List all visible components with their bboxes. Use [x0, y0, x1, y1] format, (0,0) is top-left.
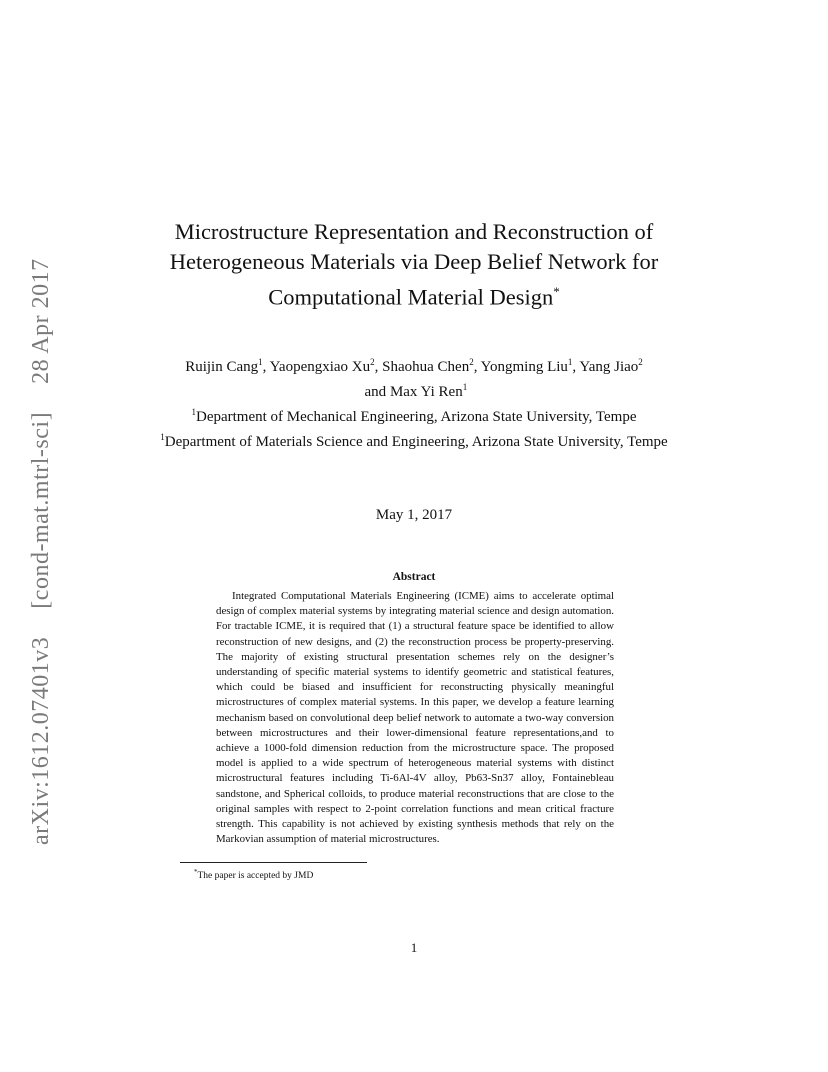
author-affiliation-mark: 1 — [567, 357, 573, 367]
arxiv-date: 28 Apr 2017 — [28, 258, 54, 384]
title-footnote-marker: * — [553, 284, 560, 299]
paper-title — [160, 217, 668, 313]
arxiv-identifier: arXiv:1612.07401v3 — [28, 636, 54, 845]
affiliation-mark: 1 — [160, 431, 165, 442]
footnote — [194, 866, 313, 883]
affiliation — [160, 428, 668, 453]
abstract-heading: Abstract — [392, 571, 436, 583]
author-affiliation-mark: 2 — [469, 357, 474, 367]
affiliation-mark: 1 — [191, 407, 196, 417]
author-separator: , — [374, 359, 383, 375]
author-name: Yongming Liu — [480, 359, 568, 375]
author-name: Yaopengxiao Xu — [269, 359, 371, 375]
affiliation-text: Department of Materials Science and Engineering, Arizona State University, Tempe — [164, 433, 668, 450]
author-name: Shaohua Chen — [382, 359, 470, 375]
author-name: Ruijin Cang — [185, 359, 259, 375]
author-separator: , — [473, 359, 481, 375]
arxiv-stamp — [28, 225, 55, 845]
abstract-body: Integrated Computational Materials Engineering (ICME) aims to accelerate optimal design of complex material systems by integrating material science and design automation. For tractable ICME, it is required that (1) a structural feature space be identified to allow reconstruction of new designs, and (2) the reconstruction process be property-preserving. The majority of existing structural presentation schemes rely on the designer’s understanding of specific material systems to identify geometric and statistical features, which could be biased and insufficient for reconstructing physically meaningful microstructures of complex material systems. In this paper, we develop a feature learning mechanism based on convolutional deep belief network to automate a two-way conversion between microstructures and their lower-dimensional feature representations,and to achieve a 1000-fold dimension reduction from the microstructure space. The proposed model is applied to a wide spectrum of heterogeneous material systems with distinct microstructural features including Ti-6Al-4V alloy, Pb63-Sn37 alloy, Fontainebleau sandstone, and Spherical colloids, to produce material reconstructions that are close to the original samples with respect to 2-point correlation functions and mean critical fracture strength. This capability is not achieved by existing synthesis methods that rely on the Markovian assumption of material microstructures. — [216, 590, 614, 846]
page-number: 1 — [410, 940, 418, 955]
footnote-rule — [180, 862, 367, 863]
author-separator: , — [572, 359, 580, 375]
author-name: Max Yi Ren — [389, 384, 463, 400]
affiliation — [160, 403, 668, 428]
affiliation-text: Department of Mechanical Engineering, Arizona State University, Tempe — [196, 409, 637, 425]
footnote-marker: * — [194, 868, 198, 876]
paper-title-text: Microstructure Representation and Reconstruction of Heterogeneous Materials via Deep Belief Network for Computational Material Design — [169, 219, 659, 310]
paper-date: May 1, 2017 — [375, 507, 453, 523]
author-affiliation-mark: 1 — [462, 382, 468, 392]
author-affiliation-mark: 1 — [258, 357, 263, 367]
author-separator: , — [262, 359, 270, 375]
author-list — [160, 352, 668, 402]
author-name: Yang Jiao — [579, 359, 639, 375]
author-affiliation-mark: 2 — [638, 357, 643, 367]
footnote-text: The paper is accepted by JMD — [197, 871, 314, 882]
arxiv-category: [cond-mat.mtrl-sci] — [28, 411, 54, 609]
author-affiliation-mark: 2 — [370, 357, 375, 367]
affiliation-list — [160, 403, 668, 452]
author-separator: and — [360, 384, 390, 400]
